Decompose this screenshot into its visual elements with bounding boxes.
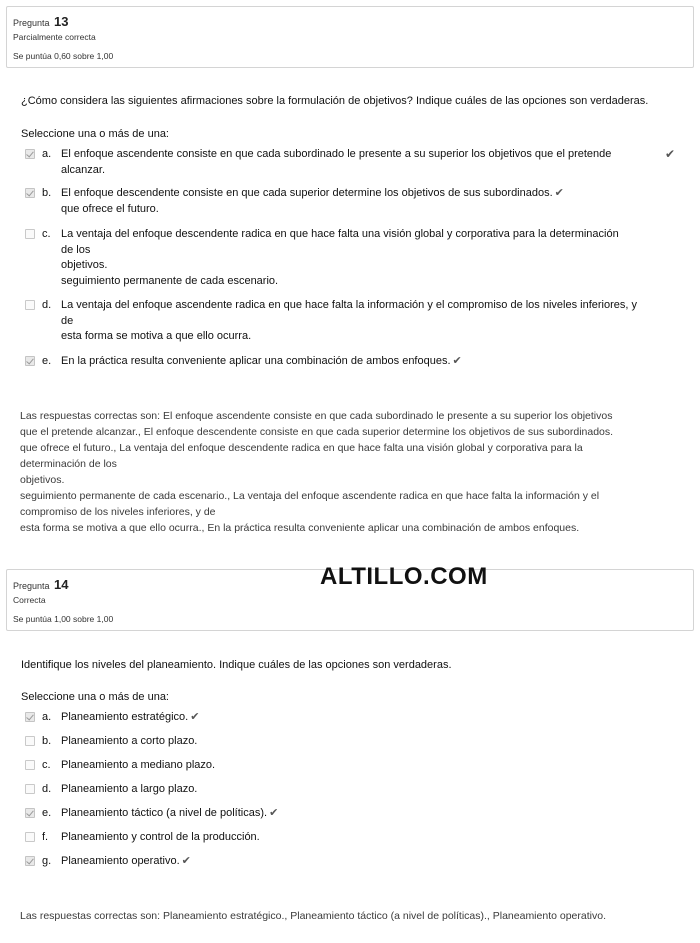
checkbox[interactable] (25, 149, 35, 159)
checkbox[interactable] (25, 229, 35, 239)
correct-check-icon: ✔ (554, 187, 564, 199)
option-text: Planeamiento a mediano plazo. (61, 759, 216, 771)
checkbox[interactable] (25, 856, 35, 866)
correct-check-icon: ✔ (665, 147, 676, 161)
checkbox[interactable] (25, 356, 35, 366)
option-letter: f. (42, 831, 49, 843)
question-number: Pregunta 13 (13, 14, 69, 29)
option-text: En la práctica resulta conveniente aplicar una combinación de ambos enfoques. ✔ (61, 355, 462, 367)
checkbox[interactable] (25, 832, 35, 842)
correct-check-icon: ✔ (269, 807, 279, 819)
answer-prompt: Seleccione una o más de una: (21, 691, 169, 703)
question-number: Pregunta 14 (13, 577, 69, 592)
question-state: Correcta (13, 595, 46, 605)
checkbox[interactable] (25, 760, 35, 770)
correct-check-icon: ✔ (452, 355, 462, 367)
option-text: Planeamiento táctico (a nivel de políticas). ✔ (61, 807, 279, 819)
question-grade: Se puntúa 1,00 sobre 1,00 (13, 614, 114, 624)
checkbox[interactable] (25, 188, 35, 198)
question-grade: Se puntúa 0,60 sobre 1,00 (13, 51, 114, 61)
option-text: La ventaja del enfoque descendente radica en que hace falta una visión global y corporativa para la determinación de los objetivos. seguimiento permanente de cada escenario. (61, 228, 619, 287)
correct-answers-feedback: Las respuestas correctas son: Planeamiento estratégico., Planeamiento táctico (a nivel de políticas)., Planeamiento operativo. (20, 910, 606, 922)
option-letter: e. (42, 355, 52, 367)
option-letter: b. (42, 187, 52, 199)
checkbox[interactable] (25, 712, 35, 722)
correct-check-icon: ✔ (181, 855, 191, 867)
correct-check-icon: ✔ (190, 711, 200, 723)
question-state: Parcialmente correcta (13, 32, 96, 42)
checkbox[interactable] (25, 808, 35, 818)
option-text: Planeamiento a largo plazo. (61, 783, 198, 795)
option-letter: c. (42, 228, 51, 240)
option-text: Planeamiento operativo. ✔ (61, 855, 191, 867)
option-letter: a. (42, 148, 52, 160)
checkbox[interactable] (25, 300, 35, 310)
option-letter: a. (42, 711, 52, 723)
question-text: ¿Cómo considera las siguientes afirmaciones sobre la formulación de objetivos? Indique cuáles de las opciones son verdaderas. (21, 95, 649, 107)
correct-answers-feedback: Las respuestas correctas son: El enfoque ascendente consiste en que cada subordinado le presente a su superior los objetivos que el pretende alcanzar., El enfoque descendente consiste en que cada superior determine los objetivos de sus subordinados. que ofrece el futuro., La ventaja del enfoque descendente radica en que hace falta una visión global y corporativa para la determinación de los objetivos. seguimiento permanente de cada escenario., La ventaja del enfoque ascendente radica en que hace falta la información y el compromiso de los niveles inferiores, y de esta forma se motiva a que ello ocurra., En la práctica resulta conveniente aplicar una combinación de ambos enfoques. (20, 410, 614, 534)
option-text: El enfoque descendente consiste en que cada superior determine los objetivos de sus subordinados. ✔ que ofrece el futuro. (61, 187, 564, 215)
question-info-box (6, 6, 694, 68)
option-letter: e. (42, 807, 52, 819)
option-text: Planeamiento estratégico. ✔ (61, 711, 200, 723)
watermark-logo: ALTILLO.COM (320, 563, 488, 590)
checkbox[interactable] (25, 784, 35, 794)
option-letter: g. (42, 855, 52, 867)
checkbox[interactable] (25, 736, 35, 746)
option-text: Planeamiento a corto plazo. (61, 735, 198, 747)
answer-prompt: Seleccione una o más de una: (21, 128, 169, 140)
question-text: Identifique los niveles del planeamiento. Indique cuáles de las opciones son verdaderas. (21, 659, 452, 671)
option-letter: d. (42, 299, 52, 311)
option-letter: d. (42, 783, 52, 795)
option-text: El enfoque ascendente consiste en que cada subordinado le presente a su superior los objetivos que el pretende alcanzar. (61, 148, 612, 176)
option-letter: c. (42, 759, 51, 771)
option-letter: b. (42, 735, 52, 747)
option-text: Planeamiento y control de la producción. (61, 831, 260, 843)
option-text: La ventaja del enfoque ascendente radica en que hace falta la información y el compromiso de los niveles inferiores, y de esta forma se motiva a que ello ocurra. (61, 299, 638, 342)
